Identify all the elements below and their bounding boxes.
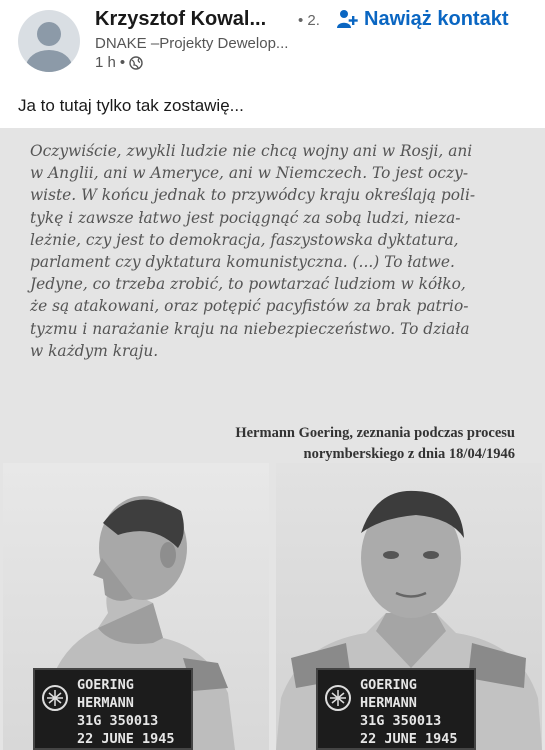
emblem-icon <box>41 684 69 712</box>
post-time: 1 h <box>95 54 116 71</box>
avatar[interactable] <box>18 10 80 72</box>
avatar-head-icon <box>37 22 61 46</box>
quote-line: że są atakowani, oraz potępić pacyfistów za brak patrio- <box>30 297 469 316</box>
quote-text <box>30 140 535 362</box>
plate-text <box>77 676 175 748</box>
emblem-icon <box>324 684 352 712</box>
id-plate <box>33 668 193 750</box>
post-header <box>0 0 545 80</box>
plate-line: HERMANN <box>77 695 134 711</box>
post-image[interactable] <box>0 128 545 750</box>
plate-text <box>360 676 458 748</box>
connect-label: Nawiąż kontakt <box>364 7 509 30</box>
author-name[interactable]: Krzysztof Kowal... <box>95 8 267 30</box>
quote-line: w Anglii, ani w Ameryce, ani w Niemczech. To jest oczy- <box>30 164 469 183</box>
plate-line: HERMANN <box>360 695 417 711</box>
globe-icon <box>129 56 143 70</box>
frontal-photo <box>276 463 542 750</box>
id-plate <box>316 668 476 750</box>
plate-line: GOERING <box>360 677 417 693</box>
quote-attribution <box>235 423 515 465</box>
profile-photo <box>3 463 269 750</box>
avatar-body-icon <box>26 50 72 72</box>
connect-button[interactable] <box>336 6 508 32</box>
plate-line: 22 JUNE 1945 <box>360 731 458 747</box>
quote-line: tykę i zawsze łatwo jest pociągnąć za sobą ludzi, nieza- <box>30 208 461 227</box>
author-headline: DNAKE –Projekty Dewelop... <box>95 35 289 52</box>
attribution-line: Hermann Goering, zeznania podczas procesu <box>235 425 515 441</box>
quote-line: Oczywiście, zwykli ludzie nie chcą wojny ani w Rosji, ani <box>30 142 473 160</box>
plate-line: GOERING <box>77 677 134 693</box>
quote-line: Jedyne, co trzeba zrobić, to powtarzać ludziom w kółko, <box>30 275 466 294</box>
quote-line: wiste. W końcu jednak to przywódcy kraju określają poli- <box>30 186 476 205</box>
connection-degree: • 2. <box>298 12 320 29</box>
quote-line: leżnie, czy jest to demokracja, faszystowska dyktatura, <box>30 230 459 249</box>
quote-line: w każdym kraju. <box>30 341 159 360</box>
plate-line: 31G 350013 <box>77 713 159 729</box>
add-person-icon <box>336 8 358 30</box>
post-text: Ja to tutaj tylko tak zostawię... <box>18 96 244 115</box>
post-meta <box>95 54 143 71</box>
quote-line: tyzmu i narażanie kraju na niebezpieczeństwo. To działa <box>30 319 470 338</box>
attribution-line: norymberskiego z dnia 18/04/1946 <box>303 446 515 462</box>
quote-line: parlament czy dyktatura komunistyczna. (...) To łatwe. <box>30 253 455 272</box>
plate-line: 31G 350013 <box>360 713 442 729</box>
meta-separator: • <box>119 54 126 71</box>
plate-line: 22 JUNE 1945 <box>77 731 175 747</box>
